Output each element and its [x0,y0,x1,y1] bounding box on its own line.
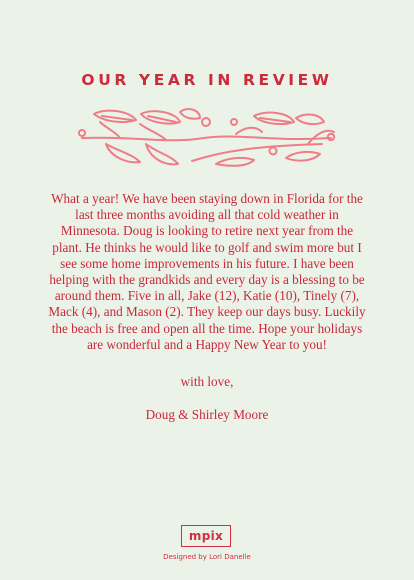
letter-body: What a year! We have been staying down in Florida for the last three months avoiding all that cold weather in Minnesota. Doug is looking to retire next year from the plant. He thinks he would like to golf and swim more but I see some home improvements in his future. I have been helping with the grandkids and every day is a blessing to be around them. Five in all, Jake (12), Katie (10), Tinely (7), Mack (4), and Mason (2). They keep our days busy. Luckily the beach is free and open all the time. Hope your holidays are wonderful and a Happy New Year to you! [48,191,366,352]
card-title: OUR YEAR IN REVIEW [81,71,333,89]
signature: Doug & Shirley Moore [145,407,269,422]
designer-credit: Designed by Lori Danelle [163,553,251,561]
laurel-branch-icon [76,104,338,174]
mpix-logo: mpix [181,525,231,547]
closing-line: with love, [180,374,234,389]
